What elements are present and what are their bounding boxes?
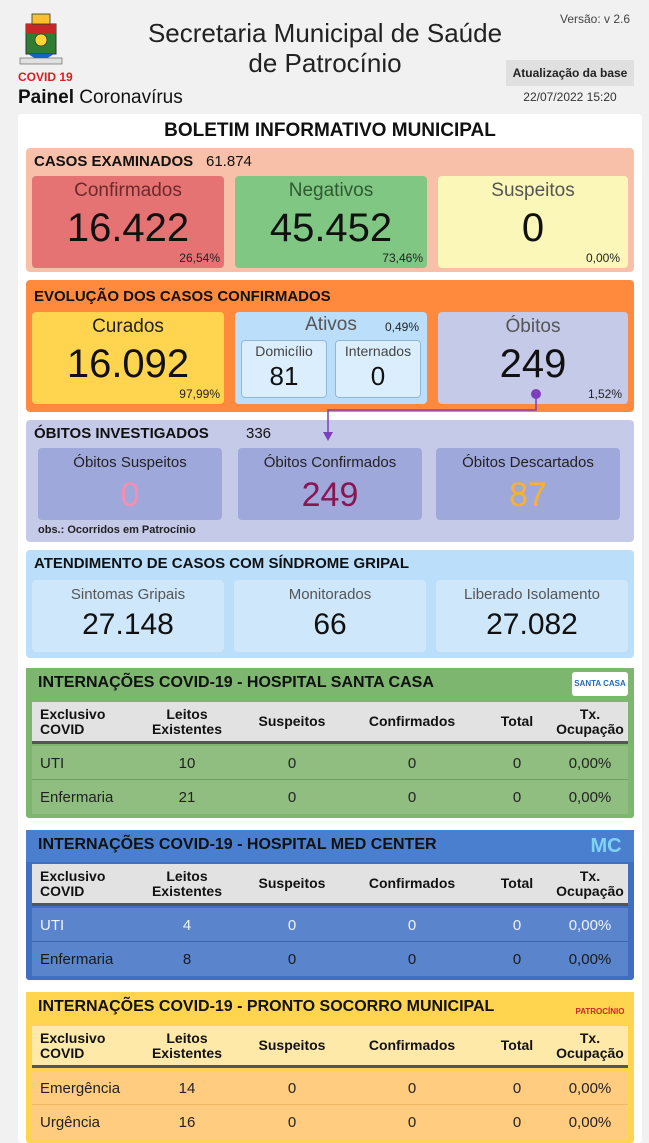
card-percent: 0,49% <box>384 320 419 334</box>
boletim-title: BOLETIM INFORMATIVO MUNICIPAL <box>164 120 496 141</box>
th-ocupacao: Tx. Ocupação <box>556 867 624 899</box>
th-total: Total <box>500 875 534 891</box>
covid-badge: COVID 19 <box>18 70 73 84</box>
panel-label-bold: Painel <box>18 87 74 108</box>
cell: 0,00% <box>568 1079 612 1097</box>
section-total: 336 <box>246 425 272 442</box>
cell: 0 <box>512 1113 522 1131</box>
update-date: 22/07/2022 15:20 <box>523 90 617 104</box>
card-label: Ativos <box>305 314 357 335</box>
card-label: Suspeitos <box>491 180 575 201</box>
card-value: 0 <box>120 476 140 514</box>
card-label: Óbitos Suspeitos <box>73 454 187 471</box>
th-leitos: Leitos Existentes <box>151 705 223 737</box>
logo-text: MC <box>590 835 622 857</box>
hospital-title: INTERNAÇÕES COVID-19 - HOSPITAL SANTA CASA <box>38 674 434 691</box>
cell: 0 <box>407 916 417 934</box>
th-ocupacao: Tx. Ocupação <box>556 705 624 737</box>
cell: 16 <box>178 1113 196 1131</box>
sindrome-gripal-section <box>26 550 634 658</box>
card-negativos[interactable] <box>235 176 427 268</box>
cell: 0 <box>287 788 297 806</box>
table-row <box>32 1105 628 1139</box>
cell: Enfermaria <box>40 950 114 968</box>
header <box>0 0 649 116</box>
page-title-line2: de Patrocínio <box>248 48 402 78</box>
cell: 14 <box>178 1079 196 1097</box>
pronto-socorro-table <box>26 992 634 1143</box>
patrocinio-logo-icon <box>572 1004 628 1020</box>
card-label: Óbitos <box>505 316 561 337</box>
card-value: 66 <box>313 608 347 641</box>
panel-label-rest: Coronavírus <box>73 87 183 108</box>
hospital-title: INTERNAÇÕES COVID-19 - HOSPITAL MED CENTER <box>38 836 437 853</box>
th-confirmados: Confirmados <box>368 1037 456 1053</box>
card-obitos-suspeitos[interactable] <box>38 448 222 520</box>
section-title: ÓBITOS INVESTIGADOS <box>34 425 209 442</box>
cell: 10 <box>178 754 196 772</box>
th-confirmados: Confirmados <box>368 713 456 729</box>
cell: UTI <box>40 916 65 934</box>
card-value: 87 <box>509 476 547 514</box>
th-leitos: Leitos Existentes <box>151 867 223 899</box>
cell: UTI <box>40 754 65 772</box>
santa-casa-logo-icon <box>572 672 628 696</box>
cell: 0 <box>287 1113 297 1131</box>
card-domicilio[interactable] <box>241 340 327 398</box>
table-row <box>32 780 628 814</box>
card-liberado-isolamento[interactable] <box>436 580 628 652</box>
card-label: Óbitos Confirmados <box>263 454 397 471</box>
logo-text: PATROCÍNIO <box>575 1007 625 1016</box>
municipal-crest-icon <box>18 10 64 68</box>
cell: 0,00% <box>568 788 612 806</box>
card-label: Domicílio <box>255 343 313 359</box>
card-value: 81 <box>269 361 299 391</box>
obs-note: obs.: Ocorridos em Patrocínio <box>38 524 196 536</box>
table-header <box>32 1026 628 1068</box>
section-title: EVOLUÇÃO DOS CASOS CONFIRMADOS <box>34 288 331 305</box>
card-obitos-confirmados[interactable] <box>238 448 422 520</box>
th-total: Total <box>500 1037 534 1053</box>
card-value: 16.092 <box>66 342 190 386</box>
card-label: Confirmados <box>74 180 182 201</box>
cell: 0 <box>287 916 297 934</box>
section-total: 61.874 <box>206 153 252 170</box>
table-row <box>32 746 628 780</box>
cell: 0 <box>512 950 522 968</box>
cell: 0 <box>407 788 417 806</box>
card-confirmados[interactable] <box>32 176 224 268</box>
cell: 0 <box>407 950 417 968</box>
card-suspeitos[interactable] <box>438 176 628 268</box>
th-total: Total <box>500 713 534 729</box>
card-obitos-descartados[interactable] <box>436 448 620 520</box>
card-obitos[interactable] <box>438 312 628 404</box>
th-exclusivo: Exclusivo COVID <box>40 867 106 899</box>
th-exclusivo: Exclusivo COVID <box>40 705 106 737</box>
card-percent: 0,00% <box>585 251 620 265</box>
card-label: Negativos <box>288 180 374 201</box>
cell: Emergência <box>40 1079 121 1097</box>
th-suspeitos: Suspeitos <box>258 875 326 891</box>
cell: 0 <box>512 754 522 772</box>
card-label: Sintomas Gripais <box>70 586 186 603</box>
hospital-header <box>26 992 634 1024</box>
card-label: Internados <box>344 343 412 359</box>
cell: 0 <box>407 1079 417 1097</box>
casos-examinados-section <box>26 148 634 272</box>
obitos-investigados-section <box>26 420 634 542</box>
card-percent: 73,46% <box>382 251 423 265</box>
card-ativos[interactable] <box>235 312 427 404</box>
panel-label <box>18 87 183 109</box>
card-value: 45.452 <box>269 206 393 250</box>
card-label: Liberado Isolamento <box>464 586 600 603</box>
card-value: 0 <box>521 206 545 250</box>
page-title <box>130 18 520 78</box>
cell: 0 <box>512 916 522 934</box>
th-suspeitos: Suspeitos <box>258 713 326 729</box>
table-row <box>32 908 628 942</box>
cell: 0,00% <box>568 916 612 934</box>
th-suspeitos: Suspeitos <box>258 1037 326 1053</box>
card-label: Óbitos Descartados <box>462 454 594 471</box>
cell: 0 <box>287 950 297 968</box>
version-label: Versão: v 2.6 <box>560 12 631 26</box>
hospital-santa-casa-table <box>26 668 634 818</box>
card-value: 0 <box>370 361 386 391</box>
hospital-med-center-table <box>26 830 634 980</box>
th-leitos: Leitos Existentes <box>151 1029 223 1061</box>
th-confirmados: Confirmados <box>368 875 456 891</box>
th-exclusivo: Exclusivo COVID <box>40 1029 106 1061</box>
hospital-header <box>26 668 634 700</box>
card-label: Monitorados <box>288 586 372 603</box>
card-curados[interactable] <box>32 312 224 404</box>
cell: 0 <box>512 1079 522 1097</box>
card-value: 16.422 <box>66 206 190 250</box>
cell: 0 <box>407 1113 417 1131</box>
card-sintomas-gripais[interactable] <box>32 580 224 652</box>
card-value: 249 <box>301 476 359 514</box>
cell: 0 <box>407 754 417 772</box>
cell: 8 <box>182 950 192 968</box>
section-title: CASOS EXAMINADOS <box>34 153 194 170</box>
table-row <box>32 1071 628 1105</box>
cell: 0 <box>287 1079 297 1097</box>
th-ocupacao: Tx. Ocupação <box>556 1029 624 1061</box>
logo-text: SANTA CASA <box>574 679 626 688</box>
card-value: 27.148 <box>82 608 174 641</box>
card-percent: 1,52% <box>587 387 622 401</box>
med-center-logo-icon <box>586 832 626 860</box>
card-percent: 97,99% <box>179 387 220 401</box>
cell: 0,00% <box>568 1113 612 1131</box>
page-title-line1: Secretaria Municipal de Saúde <box>147 18 503 48</box>
cell: Urgência <box>40 1113 101 1131</box>
card-value: 27.082 <box>486 608 578 641</box>
table-row <box>32 942 628 976</box>
table-header <box>32 864 628 906</box>
cell: 0,00% <box>568 754 612 772</box>
card-internados[interactable] <box>335 340 421 398</box>
table-header <box>32 702 628 744</box>
hospital-title: INTERNAÇÕES COVID-19 - PRONTO SOCORRO MUNICIPAL <box>38 998 495 1015</box>
card-percent: 26,54% <box>179 251 220 265</box>
update-label: Atualização da base <box>506 60 634 86</box>
evolucao-section <box>26 280 634 412</box>
section-title: ATENDIMENTO DE CASOS COM SÍNDROME GRIPAL <box>34 555 410 572</box>
cell: 21 <box>178 788 196 806</box>
main-panel <box>18 114 642 1143</box>
card-monitorados[interactable] <box>234 580 426 652</box>
cell: 0 <box>287 754 297 772</box>
card-value: 249 <box>499 342 567 386</box>
cell: Enfermaria <box>40 788 114 806</box>
cell: 0,00% <box>568 950 612 968</box>
cell: 0 <box>512 788 522 806</box>
hospital-header <box>26 830 634 862</box>
card-label: Curados <box>92 316 164 337</box>
cell: 4 <box>182 916 192 934</box>
